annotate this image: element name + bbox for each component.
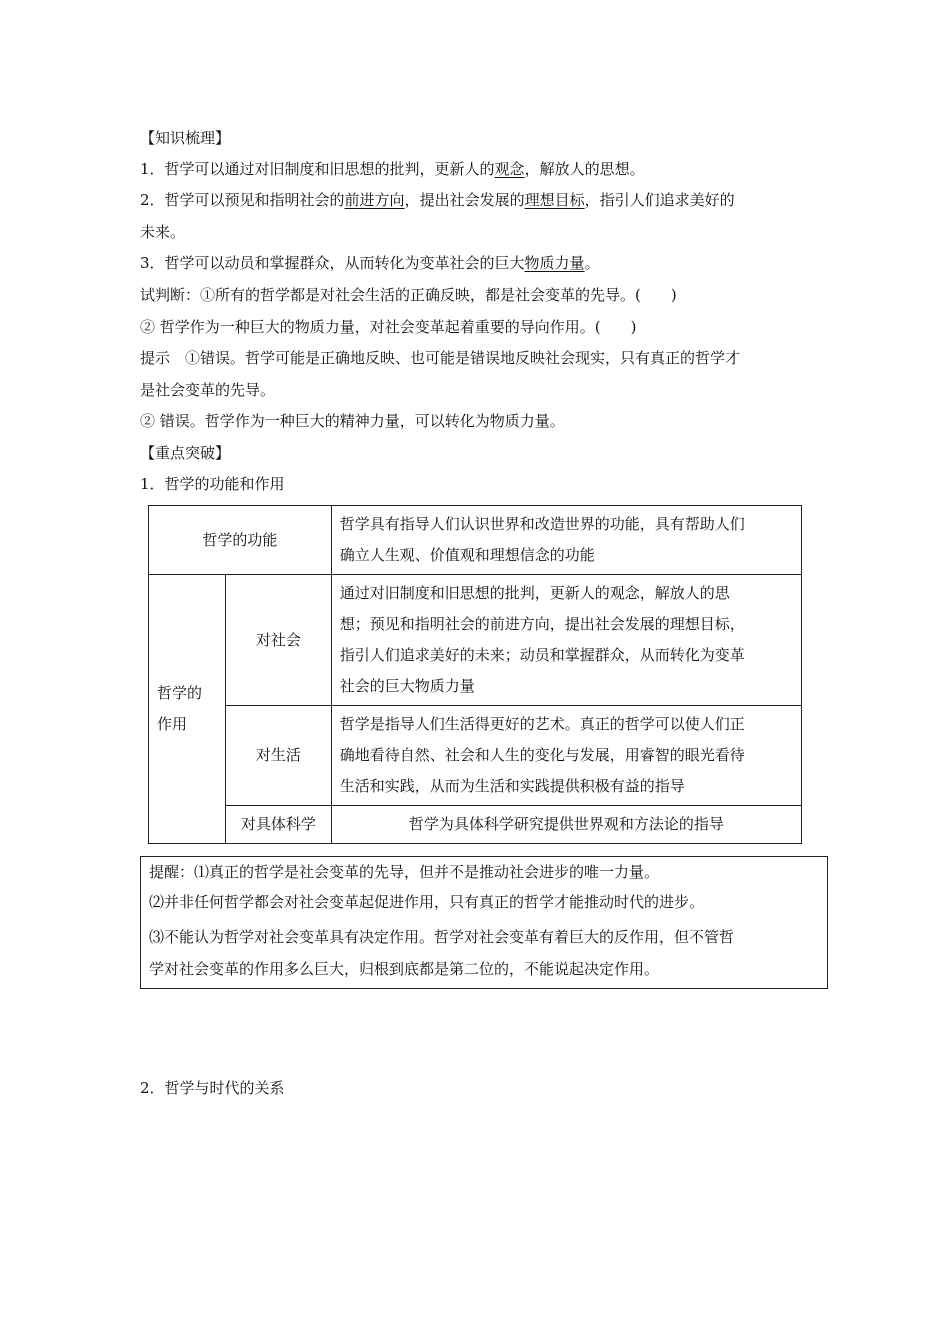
table-row — [149, 506, 802, 575]
hint-line-1: 提示 ①错误。哲学可能是正确地反映、也可能是错误地反映社会现实，只有真正的哲学才 — [140, 349, 741, 367]
table-row — [149, 706, 802, 806]
hint-line-3: ② 错误。哲学作为一种巨大的精神力量，可以转化为物质力量。 — [140, 412, 565, 430]
underlined-term: 理想目标 — [524, 191, 585, 209]
row-label-society: 对社会 — [225, 575, 331, 706]
underlined-term: 观念 — [494, 160, 525, 178]
judge-question-2: ② 哲学作为一种巨大的物质力量，对社会变革起着重要的导向作用。( ) — [140, 318, 637, 336]
row-text-society — [331, 575, 801, 706]
text: 3．哲学可以动员和掌握群众，从而转化为变革社会的巨大 — [140, 254, 525, 272]
cell-line: 哲学具有指导人们认识世界和改造世界的功能，具有帮助人们 — [339, 515, 745, 533]
focus-item-1: 1．哲学的功能和作用 — [140, 475, 285, 493]
knowledge-point-1 — [140, 159, 645, 179]
underlined-term: 前进方向 — [344, 191, 405, 209]
reminder-box — [140, 856, 828, 989]
func-label-cell: 哲学的功能 — [149, 506, 332, 575]
reminder-line-3: ⑶不能认为哲学对社会变革具有决定作用。哲学对社会变革有着巨大的反作用，但不管哲 — [149, 928, 735, 946]
text: 2．哲学可以预见和指明社会的 — [140, 191, 345, 209]
table-row — [149, 575, 802, 706]
cell-line: 社会的巨大物质力量 — [339, 677, 475, 695]
cell-line: 通过对旧制度和旧思想的批判，更新人的观念，解放人的思 — [339, 584, 730, 602]
reminder-line-2: ⑵并非任何哲学都会对社会变革起促进作用，只有真正的哲学才能推动时代的进步。 — [149, 893, 705, 911]
cell-line: 哲学的 — [157, 684, 203, 702]
cell-line: 哲学是指导人们生活得更好的艺术。真正的哲学可以使人们正 — [339, 715, 745, 733]
text: 1．哲学可以通过对旧制度和旧思想的批判，更新人的 — [140, 160, 495, 178]
knowledge-point-2-cont: 未来。 — [140, 223, 186, 241]
row-label-life: 对生活 — [225, 706, 331, 806]
cell-line: 想；预见和指明社会的前进方向，提出社会发展的理想目标， — [339, 615, 745, 633]
row-label-science: 对具体科学 — [225, 806, 331, 844]
text: ，解放人的思想。 — [524, 160, 645, 178]
table-row — [149, 806, 802, 844]
cell-line: 确地看待自然、社会和人生的变化与发展，用睿智的眼光看待 — [339, 746, 745, 764]
philosophy-function-table — [148, 505, 802, 844]
underlined-term: 物质力量 — [524, 254, 585, 272]
text: ，指引人们追求美好的 — [584, 191, 735, 209]
judge-question-1: 试判断：①所有的哲学都是对社会生活的正确反映，都是社会变革的先导。( ) — [140, 286, 677, 304]
func-text-cell — [331, 506, 801, 575]
focus-section-title: 【重点突破】 — [140, 444, 231, 462]
row-text-science — [331, 806, 801, 844]
knowledge-point-3 — [140, 253, 600, 273]
cell-line: 确立人生观、价值观和理想信念的功能 — [339, 546, 595, 564]
reminder-line-4: 学对社会变革的作用多么巨大，归根到底都是第二位的，不能说起决定作用。 — [149, 960, 660, 978]
cell-line: 作用 — [157, 715, 188, 733]
knowledge-section-title: 【知识梳理】 — [140, 129, 231, 147]
text: 。 — [584, 254, 600, 272]
cell-line: 生活和实践，从而为生活和实践提供积极有益的指导 — [339, 777, 685, 795]
role-label-cell — [149, 575, 226, 844]
hint-line-2: 是社会变革的先导。 — [140, 381, 276, 399]
focus-item-2: 2．哲学与时代的关系 — [140, 1079, 285, 1097]
reminder-line-1: 提醒：⑴真正的哲学是社会变革的先导，但并不是推动社会进步的唯一力量。 — [149, 863, 660, 881]
row-text-life — [331, 706, 801, 806]
cell-line: 指引人们追求美好的未来；动员和掌握群众，从而转化为变革 — [339, 646, 745, 664]
text: ，提出社会发展的 — [404, 191, 525, 209]
cell-line: 哲学为具体科学研究提供世界观和方法论的指导 — [408, 815, 724, 833]
knowledge-point-2 — [140, 190, 735, 210]
